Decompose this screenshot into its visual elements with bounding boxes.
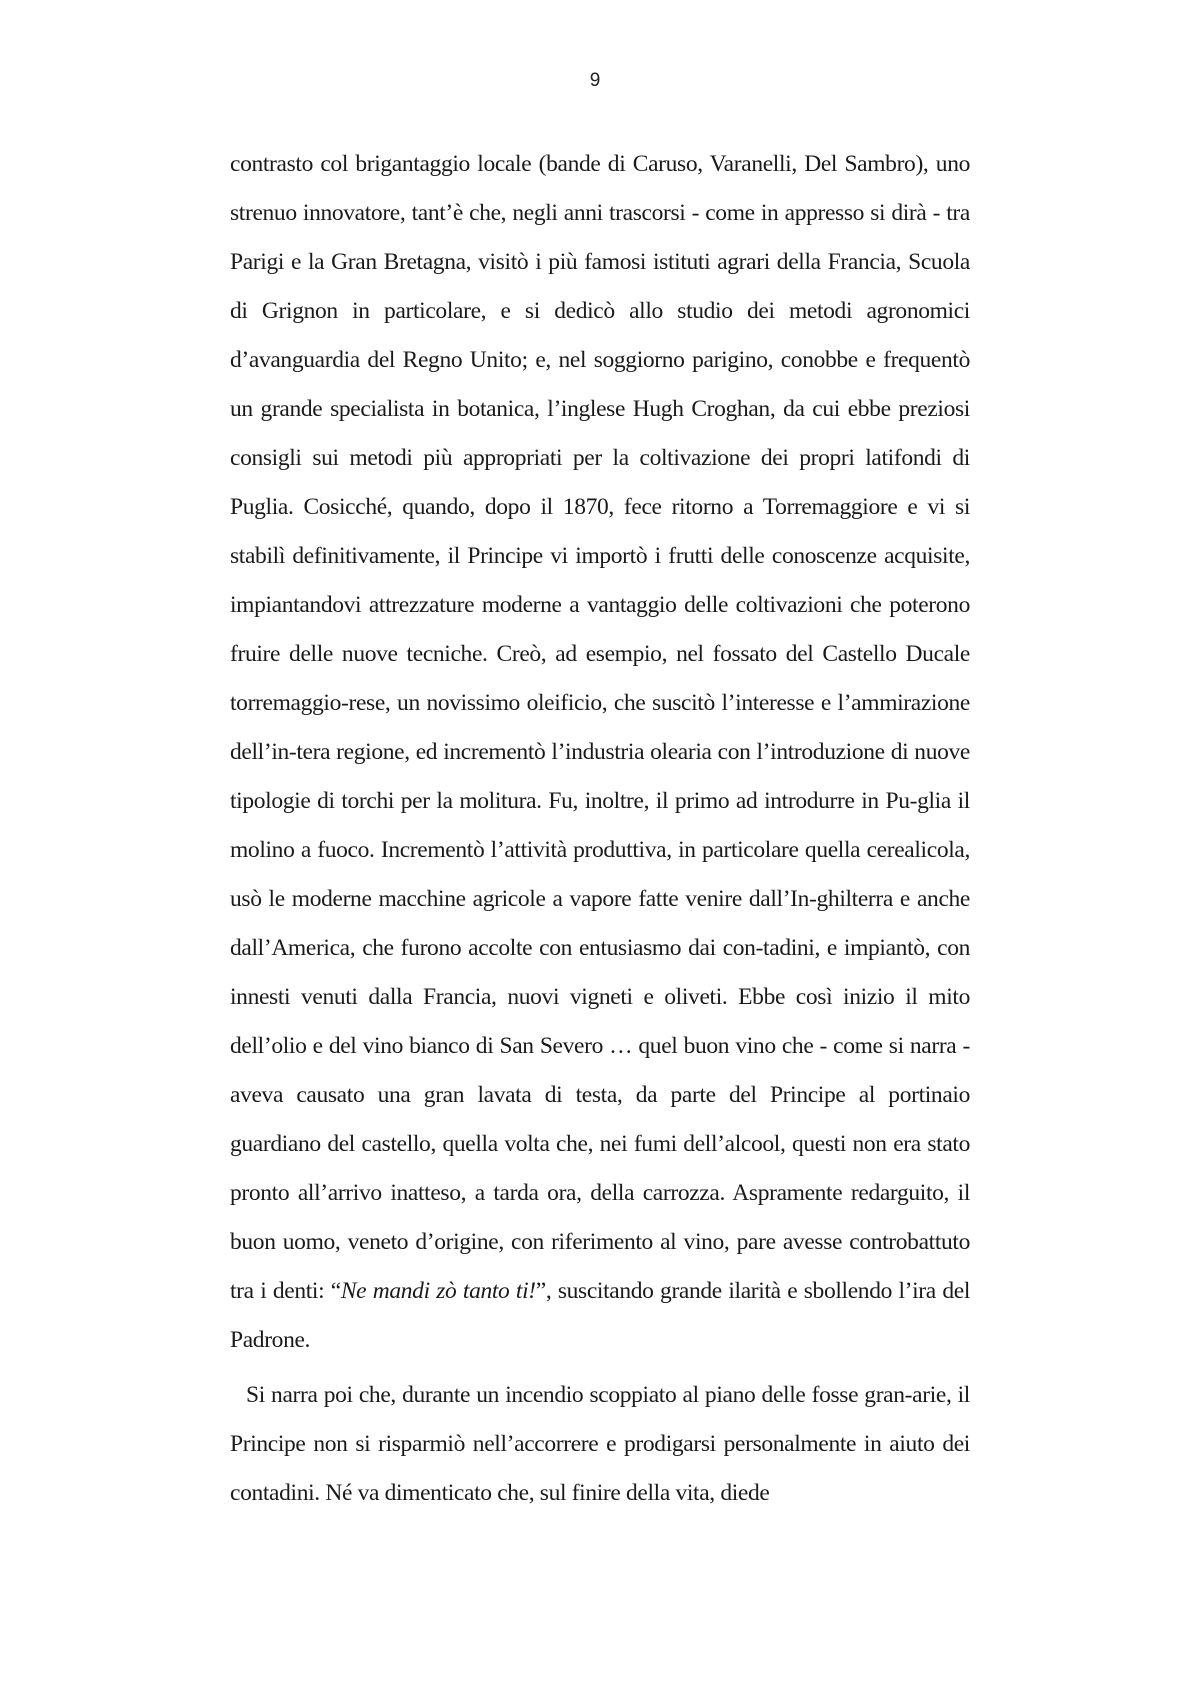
dialect-quote: Ne mandi zò tanto ti! (340, 1278, 536, 1304)
body-text (230, 140, 970, 1518)
page-number: 9 (589, 70, 601, 91)
paragraph-text: ”, suscitando grande ilarità e sbollendo l’ira del Padrone. (230, 1278, 971, 1353)
paragraph-text: Si narra poi che, durante un incendio scoppiato al piano delle fosse gran-arie, il Principe non si risparmiò nell’accorrere e prodigarsi personalmente in aiuto dei contadini. Né va dimenticato che, sul finire della vita, diede (230, 1382, 970, 1506)
paragraph (230, 1371, 970, 1518)
paragraph (230, 140, 970, 1365)
paragraph-text: contrasto col brigantaggio locale (bande di Caruso, Varanelli, Del Sambro), uno strenuo innovatore, tant’è che, negli anni trascorsi - come in appresso si dirà - tra Parigi e la Gran Bretagna, visitò i più famosi istituti agrari della Francia, Scuola di Grignon in particolare, e si dedicò allo studio dei metodi agronomici d’avanguardia del Regno Unito; e, nel soggiorno parigino, conobbe e frequentò un grande specialista in botanica, l’inglese Hugh Croghan, da cui ebbe preziosi consigli sui metodi più appropriati per la coltivazione dei propri latifondi di Puglia. Cosicché, quando, dopo il 1870, fece ritorno a Torremaggiore e vi si stabilì definitivamente, il Principe vi importò i frutti delle conoscenze acquisite, impiantandovi attrezzature moderne a vantaggio delle coltivazioni che poterono fruire delle nuove tecniche. Creò, ad esempio, nel fossato del Castello Ducale torremaggio-rese, un novissimo oleificio, che suscitò l’interesse e l’ammirazione dell’in-tera regione, ed incrementò l’industria olearia con l’introduzione di nuove tipologie di torchi per la molitura. Fu, inoltre, il primo ad introdurre in Pu-glia il molino a fuoco. Incrementò l’attività produttiva, in particolare quella cerealicola, usò le moderne macchine agricole a vapore fatte venire dall’In-ghilterra e anche dall’America, che furono accolte con entusiasmo dai con-tadini, e impiantò, con innesti venuti dalla Francia, nuovi vigneti e oliveti. Ebbe così inizio il mito dell’olio e del vino bianco di San Severo … quel buon vino che - come si narra - aveva causato una gran lavata di testa, da parte del Principe al portinaio guardiano del castello, quella volta che, nei fumi dell’alcool, questi non era stato pronto all’arrivo inatteso, a tarda ora, della carrozza. Aspramente redarguito, il buon uomo, veneto d’origine, con riferimento al vino, pare avesse controbattuto tra i denti: “ (230, 151, 970, 1304)
